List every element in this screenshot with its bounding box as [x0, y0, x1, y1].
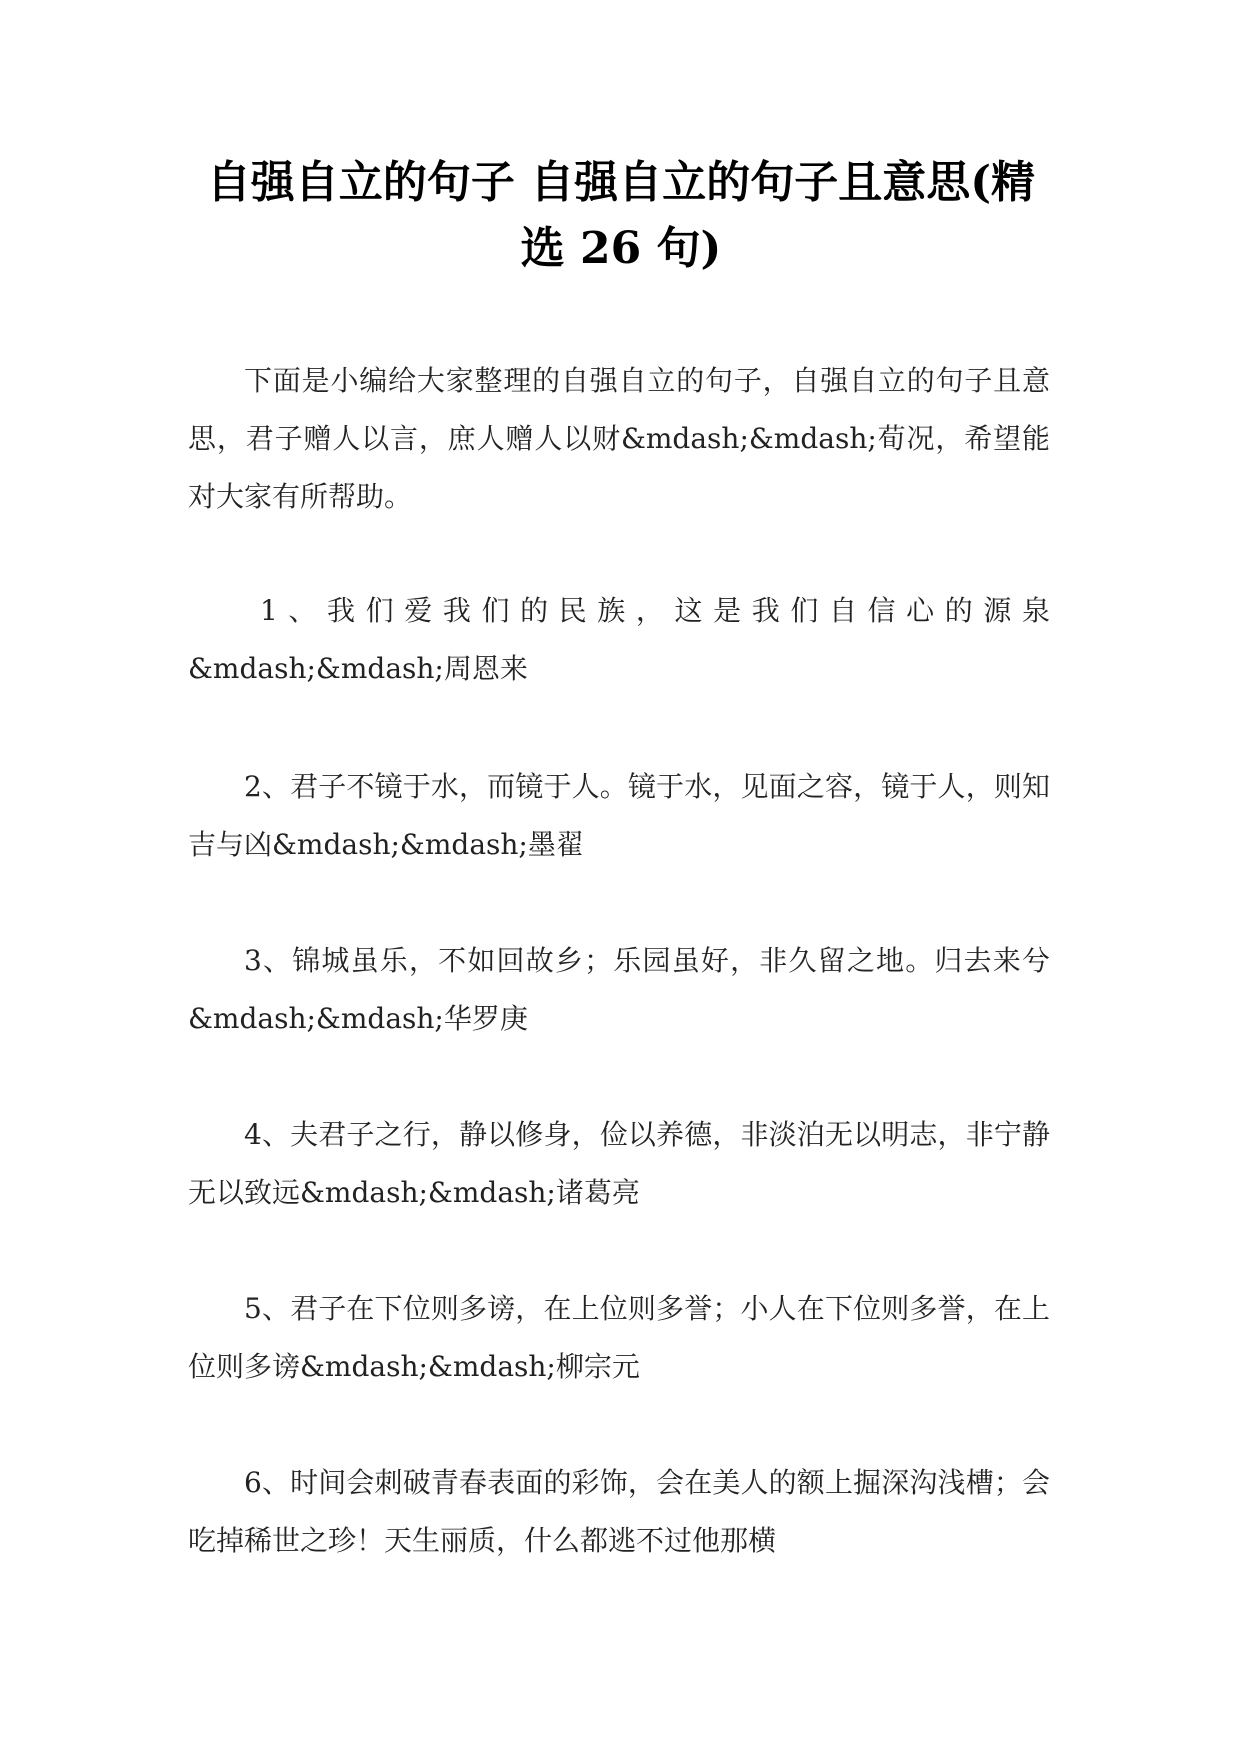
quote-item-5: 5、君子在下位则多谤，在上位则多誉；小人在下位则多誉，在上位则多谤&mdash;&mdash;柳宗元 [188, 1292, 1050, 1383]
title-line-2: 选 26 句) [520, 223, 722, 274]
document-title [186, 150, 1056, 282]
title-line-1: 自强自立的句子 自强自立的句子且意思(精 [206, 157, 1036, 208]
quote-item-4: 4、夫君子之行，静以修身，俭以养德，非淡泊无以明志，非宁静无以致远&mdash;&mdash;诸葛亮 [188, 1118, 1050, 1209]
quote-item-1: 1、我们爱我们的民族，这是我们自信心的源泉&mdash;&mdash;周恩来 [188, 594, 1050, 685]
intro-paragraph: 下面是小编给大家整理的自强自立的句子，自强自立的句子且意思，君子赠人以言，庶人赠人以财&mdash;&mdash;荀况，希望能对大家有所帮助。 [188, 364, 1050, 513]
quote-item-3: 3、锦城虽乐，不如回故乡；乐园虽好，非久留之地。归去来兮&mdash;&mdash;华罗庚 [188, 944, 1050, 1035]
quote-item-6: 6、时间会刺破青春表面的彩饰，会在美人的额上掘深沟浅槽；会吃掉稀世之珍！天生丽质，什么都逃不过他那横 [188, 1466, 1050, 1557]
quote-item-2: 2、君子不镜于水，而镜于人。镜于水，见面之容，镜于人，则知吉与凶&mdash;&mdash;墨翟 [188, 770, 1050, 861]
